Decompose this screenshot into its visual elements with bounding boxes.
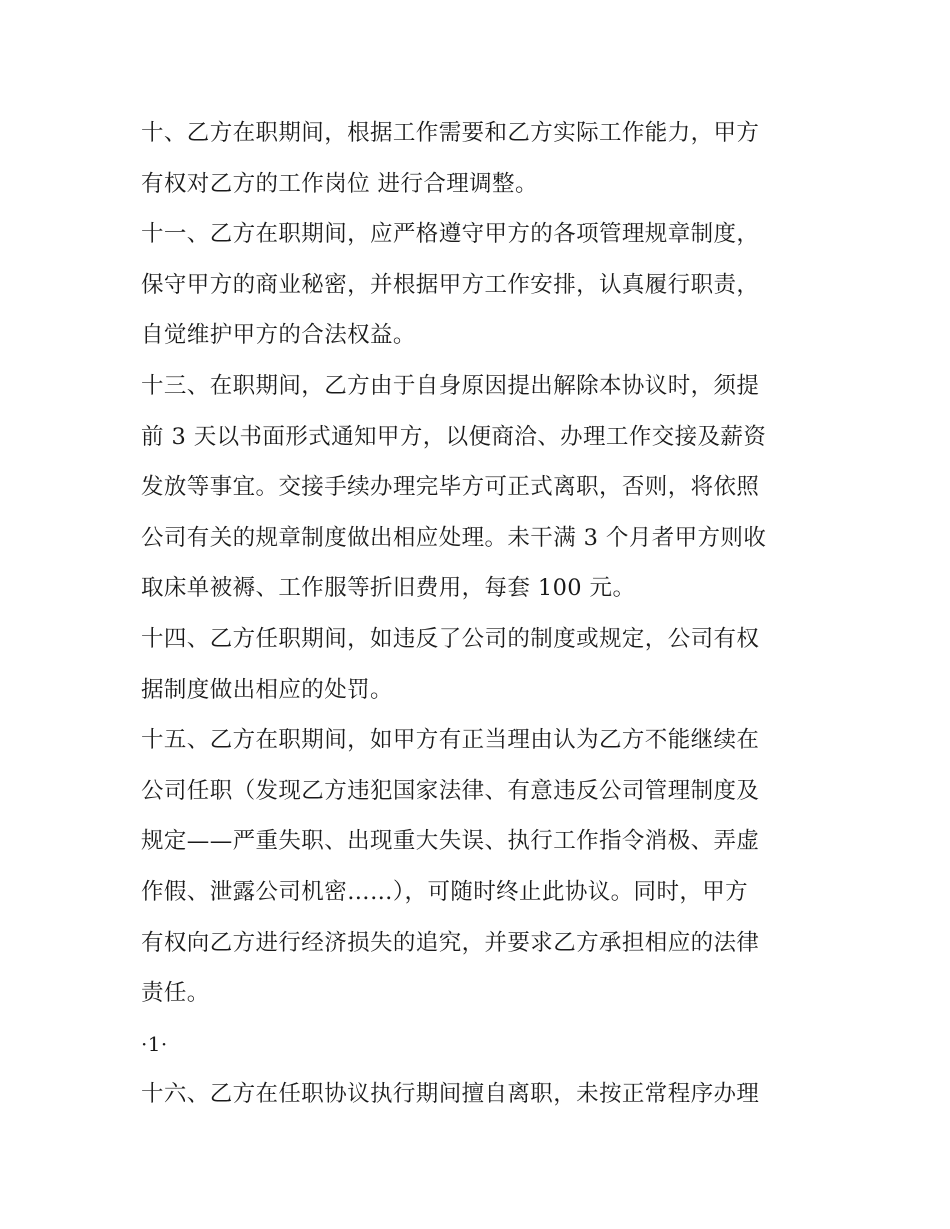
text-line: 规定——严重失职、出现重大失误、执行工作指令消极、弄虚 bbox=[141, 828, 760, 855]
text-line: 取床单被褥、工作服等折旧费用，每套 100 元。 bbox=[141, 575, 636, 602]
text-line: 前 3 天以书面形式通知甲方，以便商洽、办理工作交接及薪资 bbox=[141, 423, 767, 450]
text-line: 十六、乙方在任职协议执行期间擅自离职，未按正常程序办理 bbox=[141, 1081, 760, 1108]
document-page bbox=[141, 108, 813, 1120]
text-line: 十、乙方在职期间，根据工作需要和乙方实际工作能力，甲方 bbox=[141, 120, 760, 146]
page-number: · 1 · bbox=[141, 1032, 168, 1056]
text-line: 公司任职（发现乙方违犯国家法律、有意违反公司管理制度及 bbox=[141, 777, 760, 804]
text-line: 有权对乙方的工作岗位 进行合理调整。 bbox=[141, 170, 538, 197]
text-line: 保守甲方的商业秘密，并根据甲方工作安排，认真履行职责， bbox=[141, 271, 760, 298]
text-line: 十四、乙方任职期间，如违反了公司的制度或规定，公司有权 bbox=[141, 625, 760, 652]
text-line: 十一、乙方在职期间，应严格遵守甲方的各项管理规章制度， bbox=[141, 221, 760, 248]
text-line: 十五、乙方在职期间，如甲方有正当理由认为乙方不能继续在 bbox=[141, 727, 760, 754]
text-line: 作假、泄露公司机密……），可随时终止此协议。同时，甲方 bbox=[141, 878, 749, 905]
page-number-line bbox=[141, 1019, 813, 1070]
text-line: 发放等事宜。交接手续办理完毕方可正式离职，否则，将依照 bbox=[141, 474, 760, 501]
text-line: 责任。 bbox=[141, 980, 210, 1007]
text-line: 有权向乙方进行经济损失的追究，并要求乙方承担相应的法律 bbox=[141, 929, 760, 956]
text-line: 据制度做出相应的处罚。 bbox=[141, 676, 393, 703]
text-line: 自觉维护甲方的合法权益。 bbox=[141, 322, 416, 349]
text-line: 十三、在职期间，乙方由于自身原因提出解除本协议时，须提 bbox=[141, 372, 760, 399]
text-line: 公司有关的规章制度做出相应处理。未干满 3 个月者甲方则收 bbox=[141, 524, 767, 551]
